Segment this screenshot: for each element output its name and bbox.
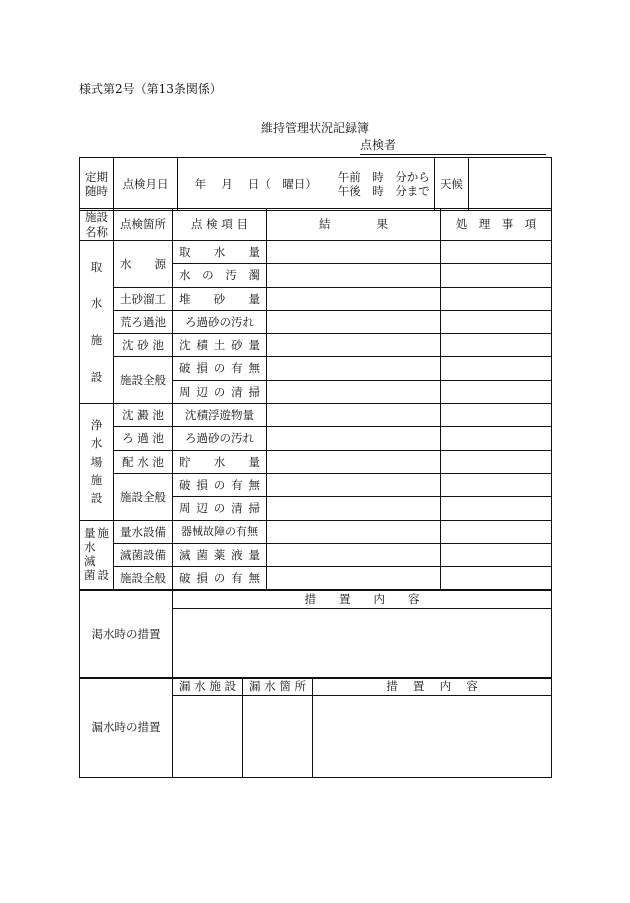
location-cell: 施設全般 bbox=[114, 473, 173, 520]
col-location: 点検箇所 bbox=[114, 209, 173, 241]
time-start: 午前 時 分から bbox=[337, 169, 430, 184]
col-action: 処 理 事 項 bbox=[441, 209, 552, 241]
action-cell[interactable] bbox=[441, 567, 552, 590]
result-cell[interactable] bbox=[267, 310, 441, 333]
group-meter-label: 量 水 滅 菌 bbox=[84, 526, 96, 582]
item-cell: 周 辺 の 清 掃 bbox=[173, 380, 267, 403]
table-row bbox=[80, 543, 552, 566]
item-cell: 滅 菌 薬 液 量 bbox=[173, 543, 267, 566]
result-cell[interactable] bbox=[267, 241, 441, 264]
location-cell: 配 水 池 bbox=[114, 450, 173, 473]
location-cell: 土砂溜工 bbox=[114, 287, 173, 310]
col-result: 結 果 bbox=[267, 209, 441, 241]
table-row bbox=[80, 520, 552, 543]
page-title: 維持管理状況記録簿 bbox=[260, 121, 369, 135]
item-cell: 破 損 の 有 無 bbox=[173, 473, 267, 496]
leak-location-field[interactable] bbox=[243, 696, 313, 778]
table-row bbox=[80, 310, 552, 333]
drought-measures-header: 措 置 内 容 bbox=[173, 591, 552, 609]
item-cell: 周 辺 の 清 掃 bbox=[173, 497, 267, 520]
period-type-cell[interactable] bbox=[80, 158, 114, 211]
item-cell: 貯 水 量 bbox=[173, 450, 267, 473]
table-row bbox=[80, 241, 552, 264]
result-cell[interactable] bbox=[267, 404, 441, 427]
action-cell[interactable] bbox=[441, 334, 552, 357]
table-row bbox=[80, 287, 552, 310]
result-cell[interactable] bbox=[267, 543, 441, 566]
action-cell[interactable] bbox=[441, 380, 552, 403]
location-cell: ろ 過 池 bbox=[114, 427, 173, 450]
item-cell: 取 水 量 bbox=[173, 241, 267, 264]
group-intake: 取 水 施 設 bbox=[80, 241, 114, 404]
result-cell[interactable] bbox=[267, 450, 441, 473]
action-cell[interactable] bbox=[441, 520, 552, 543]
location-cell: 水 源 bbox=[114, 241, 173, 288]
action-cell[interactable] bbox=[441, 473, 552, 496]
leak-measures-field[interactable] bbox=[313, 696, 552, 778]
drought-measures-field[interactable] bbox=[173, 609, 552, 679]
inspector-field[interactable]: 点検者 bbox=[360, 136, 546, 155]
table-row bbox=[80, 427, 552, 450]
action-cell[interactable] bbox=[441, 357, 552, 380]
item-cell: 堆 砂 量 bbox=[173, 287, 267, 310]
period-regular-label: 定期 bbox=[85, 169, 108, 184]
location-cell: 施設全般 bbox=[114, 567, 173, 590]
item-cell: 水 の 汚 濁 bbox=[173, 264, 267, 287]
weather-label: 天候 bbox=[435, 158, 469, 211]
result-cell[interactable] bbox=[267, 520, 441, 543]
weather-field[interactable] bbox=[469, 158, 552, 211]
date-field[interactable]: 年 月 日（ 曜日） bbox=[178, 158, 334, 211]
result-cell[interactable] bbox=[267, 264, 441, 287]
action-cell[interactable] bbox=[441, 241, 552, 264]
group-meter-sterilize bbox=[80, 520, 114, 590]
item-cell: 沈積浮遊物量 bbox=[173, 404, 267, 427]
result-cell[interactable] bbox=[267, 567, 441, 590]
result-cell[interactable] bbox=[267, 357, 441, 380]
drought-label: 渇水時の措置 bbox=[80, 591, 173, 679]
drought-table bbox=[79, 590, 552, 679]
table-header-row bbox=[80, 209, 552, 241]
item-cell: 破 損 の 有 無 bbox=[173, 567, 267, 590]
location-cell: 沈 澱 池 bbox=[114, 404, 173, 427]
result-cell[interactable] bbox=[267, 334, 441, 357]
location-cell: 施設全般 bbox=[114, 357, 173, 404]
action-cell[interactable] bbox=[441, 404, 552, 427]
date-label: 点検月日 bbox=[114, 158, 178, 211]
col-facility-name: 施設 名称 bbox=[80, 209, 114, 241]
location-cell: 荒ろ過池 bbox=[114, 310, 173, 333]
item-cell: 沈 積 土 砂 量 bbox=[173, 334, 267, 357]
table-row bbox=[80, 473, 552, 496]
col-item: 点 検 項 目 bbox=[173, 209, 267, 241]
result-cell[interactable] bbox=[267, 427, 441, 450]
item-cell: 破 損 の 有 無 bbox=[173, 357, 267, 380]
leak-facility-field[interactable] bbox=[173, 696, 243, 778]
period-adhoc-label: 随時 bbox=[85, 184, 108, 198]
form-number: 様式第2号（第13条関係） bbox=[79, 82, 222, 96]
item-cell: ろ過砂の汚れ bbox=[173, 310, 267, 333]
leak-measures-header: 措 置 内 容 bbox=[313, 678, 552, 696]
action-cell[interactable] bbox=[441, 450, 552, 473]
time-range-field[interactable] bbox=[334, 158, 435, 211]
item-cell: ろ過砂の汚れ bbox=[173, 427, 267, 450]
location-cell: 量水設備 bbox=[114, 520, 173, 543]
action-cell[interactable] bbox=[441, 427, 552, 450]
table-row bbox=[80, 404, 552, 427]
action-cell[interactable] bbox=[441, 287, 552, 310]
result-cell[interactable] bbox=[267, 473, 441, 496]
item-cell: 器械故障の有無 bbox=[173, 520, 267, 543]
table-row bbox=[80, 450, 552, 473]
table-row bbox=[80, 334, 552, 357]
action-cell[interactable] bbox=[441, 264, 552, 287]
table-row bbox=[80, 567, 552, 590]
time-end: 午後 時 分まで bbox=[337, 184, 430, 198]
leak-label: 漏水時の措置 bbox=[80, 678, 173, 778]
location-cell: 滅菌設備 bbox=[114, 543, 173, 566]
leak-facility-header: 漏 水 施 設 bbox=[173, 678, 243, 696]
location-cell: 沈 砂 池 bbox=[114, 334, 173, 357]
table-row bbox=[80, 357, 552, 380]
action-cell[interactable] bbox=[441, 543, 552, 566]
result-cell[interactable] bbox=[267, 497, 441, 520]
group-meter-facility-label: 施 設 bbox=[97, 526, 109, 582]
group-purification: 浄 水 場 施 設 bbox=[80, 404, 114, 520]
inspection-table bbox=[79, 208, 552, 590]
leak-table bbox=[79, 677, 552, 778]
result-cell[interactable] bbox=[267, 380, 441, 403]
result-cell[interactable] bbox=[267, 287, 441, 310]
action-cell[interactable] bbox=[441, 497, 552, 520]
header-table bbox=[79, 157, 552, 211]
leak-location-header: 漏 水 箇 所 bbox=[243, 678, 313, 696]
action-cell[interactable] bbox=[441, 310, 552, 333]
